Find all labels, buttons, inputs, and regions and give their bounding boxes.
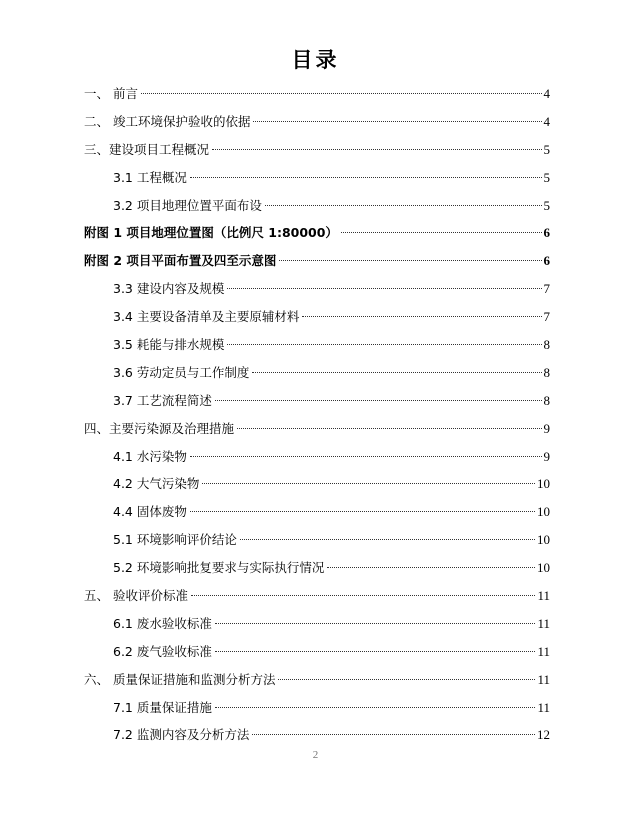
dot-leader — [190, 177, 542, 178]
toc-entry-label: 7.1 质量保证措施 — [113, 699, 212, 715]
toc-entry-label: 4.1 水污染物 — [113, 448, 187, 464]
dot-leader — [227, 288, 541, 289]
dot-leader — [279, 260, 541, 261]
toc-entry-label: 6.2 废气验收标准 — [113, 643, 212, 659]
dot-leader — [215, 707, 536, 708]
toc-entry-page: 10 — [537, 532, 550, 548]
toc-entry-page: 5 — [543, 169, 550, 185]
toc-entry-label: 3.1 工程概况 — [113, 169, 187, 185]
toc-entry[interactable] — [84, 247, 550, 275]
dot-leader — [252, 734, 535, 735]
toc-entry-label: 附图 1 项目地理位置图（比例尺 1:80000） — [84, 225, 338, 241]
dot-leader — [190, 511, 535, 512]
toc-entry-page: 11 — [537, 671, 550, 687]
dot-leader — [302, 316, 541, 317]
toc-entry-label: 3.3 建设内容及规模 — [113, 281, 225, 297]
dot-leader — [191, 595, 535, 596]
toc-entry[interactable] — [84, 192, 550, 220]
toc-entry[interactable] — [84, 275, 550, 303]
toc-entry[interactable] — [84, 108, 550, 136]
toc-entry-page: 8 — [543, 364, 550, 380]
toc-entry-label: 六、 质量保证措施和监测分析方法 — [84, 671, 276, 687]
toc-entry[interactable] — [84, 331, 550, 359]
toc-entry[interactable] — [84, 666, 550, 694]
toc-entry-page: 8 — [543, 337, 550, 353]
toc-entry-page: 10 — [537, 504, 550, 520]
toc-entry-label: 一、 前言 — [84, 86, 138, 101]
toc-entry-label: 三、建设项目工程概况 — [84, 141, 210, 157]
toc-entry-page: 11 — [537, 643, 550, 659]
dot-leader — [215, 623, 536, 624]
toc-entry-label: 3.5 耗能与排水规模 — [113, 337, 225, 353]
toc-entry[interactable] — [84, 303, 550, 331]
toc-entry-label: 四、主要污染源及治理措施 — [84, 420, 235, 436]
dot-leader — [212, 149, 541, 150]
dot-leader — [190, 456, 542, 457]
toc-entry-page: 9 — [543, 448, 550, 464]
toc-entry[interactable] — [84, 694, 550, 722]
toc-entry-page: 4 — [543, 86, 550, 101]
toc-entry-label: 3.4 主要设备清单及主要原辅材料 — [113, 309, 300, 325]
dot-leader — [327, 567, 535, 568]
toc-entry[interactable] — [84, 498, 550, 526]
toc-entry[interactable] — [84, 582, 550, 610]
toc-entry-label: 二、 竣工环境保护验收的依据 — [84, 113, 251, 129]
dot-leader — [141, 93, 542, 94]
toc-entry[interactable] — [84, 219, 550, 247]
toc-entry-page: 8 — [543, 392, 550, 408]
toc-entry[interactable] — [84, 470, 550, 498]
toc-entry-label: 3.6 劳动定员与工作制度 — [113, 364, 250, 380]
toc-entry-page: 5 — [543, 197, 550, 213]
toc-entry[interactable] — [84, 80, 550, 108]
toc-entry[interactable] — [84, 443, 550, 471]
toc-entry-label: 4.2 大气污染物 — [113, 476, 200, 492]
dot-leader — [240, 539, 535, 540]
toc-entry-page: 12 — [537, 727, 550, 743]
dot-leader — [253, 121, 541, 122]
toc-entry-page: 5 — [543, 141, 550, 157]
dot-leader — [227, 344, 541, 345]
toc-entry[interactable] — [84, 415, 550, 443]
toc-entry[interactable] — [84, 721, 550, 749]
toc-entry-label: 5.2 环境影响批复要求与实际执行情况 — [113, 560, 325, 576]
toc-entry-label: 附图 2 项目平面布置及四至示意图 — [84, 253, 277, 269]
dot-leader — [278, 679, 535, 680]
toc-entry-label: 6.1 废水验收标准 — [113, 615, 212, 631]
toc-entry-page: 11 — [537, 588, 550, 604]
dot-leader — [215, 400, 542, 401]
toc-entry-page: 10 — [537, 476, 550, 492]
toc-entry[interactable] — [84, 526, 550, 554]
toc-entry[interactable] — [84, 554, 550, 582]
toc-entry[interactable] — [84, 638, 550, 666]
dot-leader — [265, 205, 542, 206]
page-number: 2 — [312, 749, 319, 761]
dot-leader — [237, 428, 541, 429]
toc-entry-page: 7 — [543, 309, 550, 325]
dot-leader — [215, 651, 536, 652]
dot-leader — [341, 232, 542, 233]
toc-entry-label: 5.1 环境影响评价结论 — [113, 532, 237, 548]
toc-entry-page: 6 — [543, 225, 550, 241]
toc-entry-page: 4 — [543, 113, 550, 129]
toc-entry-label: 3.7 工艺流程简述 — [113, 392, 212, 408]
toc-entry-page: 11 — [537, 615, 550, 631]
toc-entry-label: 4.4 固体废物 — [113, 504, 187, 520]
dot-leader — [202, 483, 535, 484]
toc-entry[interactable] — [84, 359, 550, 387]
toc-entry-label: 3.2 项目地理位置平面布设 — [113, 197, 262, 213]
toc-entry-page: 7 — [543, 281, 550, 297]
toc-entry-page: 9 — [543, 420, 550, 436]
toc-entry-label: 7.2 监测内容及分析方法 — [113, 727, 250, 743]
toc-entry-page: 11 — [537, 699, 550, 715]
toc-entry[interactable] — [84, 387, 550, 415]
toc-entry[interactable] — [84, 610, 550, 638]
toc-entry-page: 10 — [537, 560, 550, 576]
toc-title: 目录 — [291, 48, 340, 72]
dot-leader — [252, 372, 541, 373]
toc-entry[interactable] — [84, 136, 550, 164]
toc-entry[interactable] — [84, 164, 550, 192]
toc-entry-page: 6 — [543, 253, 550, 269]
toc-entry-label: 五、 验收评价标准 — [84, 588, 188, 604]
table-of-contents — [84, 80, 550, 749]
